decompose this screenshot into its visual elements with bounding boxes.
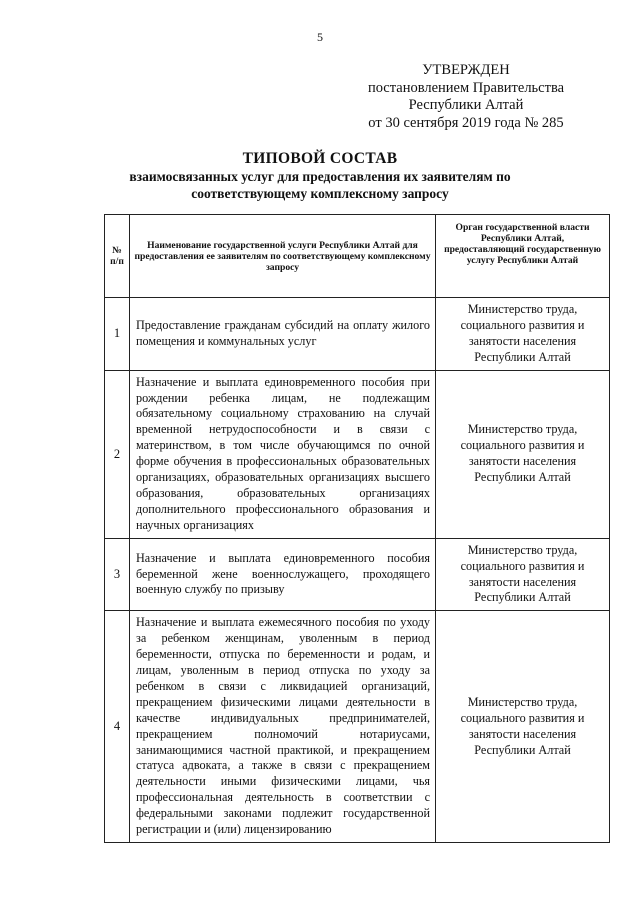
row-authority: Министерство труда, социального развития и занятости населения Республики Алтай	[436, 370, 610, 538]
header-number-line1: №	[112, 245, 122, 256]
approval-date-line: от 30 сентября 2019 года № 285	[368, 114, 564, 131]
header-authority: Орган государственной власти Республики Алтай, предоставляющий государственную услугу Республики Алтай	[436, 215, 610, 298]
header-number-line2: п/п	[110, 256, 124, 267]
row-service-name: Назначение и выплата единовременного пособия при рождении ребенка лицам, не подлежащим обязательному социальному страхованию на случай временной нетрудоспособности и в связи с материнством, в том числе обучающимся по очной форме обучения в профессиональных образовательных организациях, образовательных организациях высшего образования, образовательных организациях дополнительного профессионального образования и научных организациях	[130, 370, 436, 538]
document-title	[80, 149, 560, 202]
row-number: 2	[105, 370, 130, 538]
approval-heading: УТВЕРЖДЕН	[422, 62, 510, 78]
row-number: 1	[105, 298, 130, 371]
header-service-name: Наименование государственной услуги Республики Алтай для предоставления ее заявителям по соответствующему комплексному запросу	[130, 215, 436, 298]
row-service-name: Предоставление гражданам субсидий на оплату жилого помещения и коммунальных услуг	[130, 298, 436, 371]
table-header-row	[105, 215, 610, 298]
row-authority: Министерство труда, социального развития и занятости населения Республики Алтай	[436, 538, 610, 611]
row-authority: Министерство труда, социального развития и занятости населения Республики Алтай	[436, 611, 610, 843]
table-row	[105, 370, 610, 538]
table-row	[105, 538, 610, 611]
approval-stamp	[360, 62, 572, 132]
services-table	[104, 214, 610, 843]
approval-region-line: Республики Алтай	[408, 97, 524, 113]
approval-decree-line: постановлением Правительства	[367, 79, 565, 96]
row-service-name: Назначение и выплата ежемесячного пособия по уходу за ребенком женщинам, уволенным в период беременности, отпуска по беременности и родам, и лицам, уволенным в период отпуска по уходу за ребенком в связи с ликвидацией организаций, прекращением физическими лицами деятельности в качестве индивидуальных предпринимателей, прекращением полномочий нотариусами, занимающимися частной практикой, и прекращением статуса адвоката, а также в связи с прекращением деятельности иными физическими лицами, чья профессиональная деятельность в соответствии с федеральными законами подлежит государственной регистрации и (или) лицензированию	[130, 611, 436, 843]
table-row	[105, 298, 610, 371]
row-number: 4	[105, 611, 130, 843]
title-sub-line2: соответствующему комплексному запросу	[191, 186, 449, 201]
page-number: 5	[317, 30, 323, 44]
title-main: ТИПОВОЙ СОСТАВ	[242, 150, 398, 167]
row-authority: Министерство труда, социального развития и занятости населения Республики Алтай	[436, 298, 610, 371]
row-number: 3	[105, 538, 130, 611]
title-sub-line1: взаимосвязанных услуг для предоставления их заявителям по	[129, 169, 511, 184]
row-service-name: Назначение и выплата единовременного пособия беременной жене военнослужащего, проходящего военную службу по призыву	[130, 538, 436, 611]
header-number	[105, 215, 130, 298]
table-row	[105, 611, 610, 843]
